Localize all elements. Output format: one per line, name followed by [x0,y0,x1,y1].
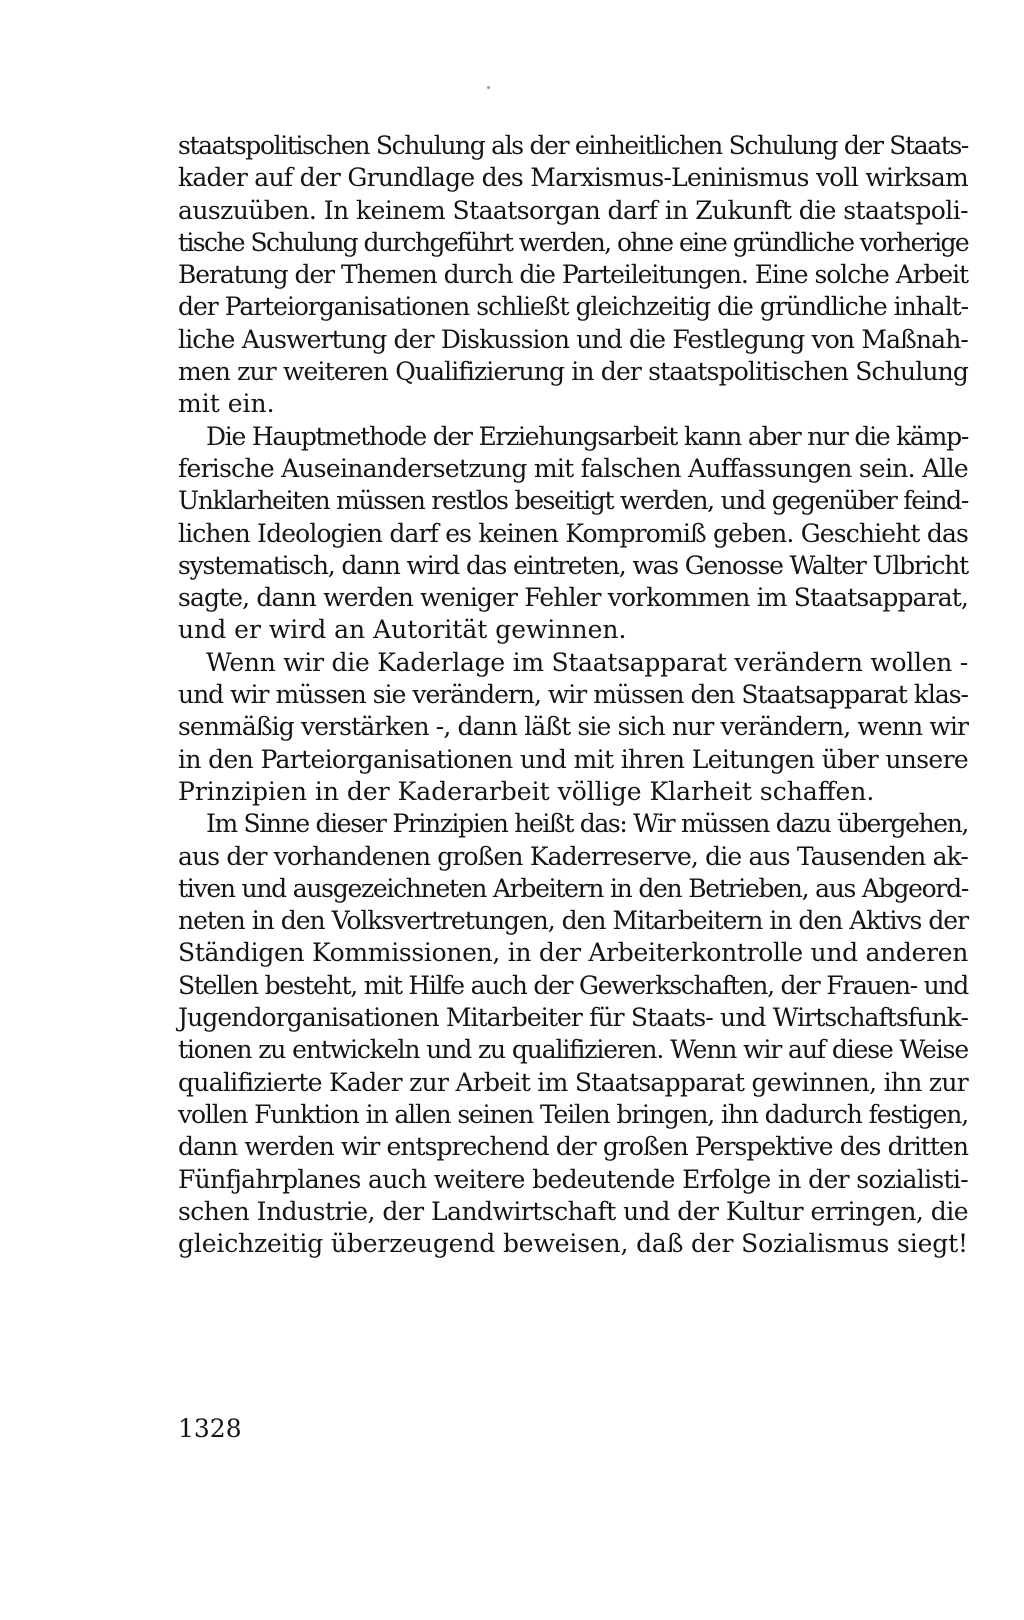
text-line: schen Industrie, der Landwirtschaft und der Kultur erringen, die [178,1196,968,1226]
body-text [178,130,968,1260]
text-line: und er wird an Autorität gewinnen. [178,615,627,645]
text-line: in den Parteiorganisationen und mit ihren Leitungen über unsere [178,744,968,774]
text-line: aus der vorhandenen großen Kaderreserve, die aus Tausenden ak- [178,841,968,871]
text-line: kader auf der Grundlage des Marxismus-Leninismus voll wirksam [178,163,968,193]
text-line: systematisch, dann wird das eintreten, was Genosse Walter Ulbricht [178,550,968,580]
text-line: Prinzipien in der Kaderarbeit völlige Klarheit schaffen. [178,776,875,806]
text-line: staatspolitischen Schulung als der einheitlichen Schulung der Staats- [178,131,968,160]
text-line: mit ein. [178,389,275,419]
page-number: 1328 [178,1414,242,1443]
text-line: neten in den Volksvertretungen, den Mitarbeitern in den Aktivs der [178,906,968,936]
text-line: Unklarheiten müssen restlos beseitigt werden, und gegenüber feind- [178,486,968,516]
text-line: gleichzeitig überzeugend beweisen, daß der Sozialismus siegt! [178,1229,968,1259]
text-line: Die Hauptmethode der Erziehungsarbeit kann aber nur die kämp- [206,421,968,451]
text-line: vollen Funktion in allen seinen Teilen bringen, ihn dadurch festigen, [178,1099,968,1129]
scan-speck [487,86,490,89]
text-line: tiven und ausgezeichneten Arbeitern in den Betrieben, aus Abgeord- [178,873,968,903]
text-line: Fünfjahrplanes auch weitere bedeutende Erfolge in der sozialisti- [178,1164,968,1194]
text-line: liche Auswertung der Diskussion und die Festlegung von Maßnah- [178,324,968,354]
text-line: Beratung der Themen durch die Parteileitungen. Eine solche Arbeit [178,260,968,290]
text-line: Im Sinne dieser Prinzipien heißt das: Wir müssen dazu übergehen, [206,809,968,839]
text-line: men zur weiteren Qualifizierung in der staatspolitischen Schulung [178,357,968,387]
text-line: tionen zu entwickeln und zu qualifizieren. Wenn wir auf diese Weise [178,1035,968,1065]
text-line: senmäßig verstärken -, dann läßt sie sich nur verändern, wenn wir [178,712,968,742]
text-line: Stellen besteht, mit Hilfe auch der Gewerkschaften, der Frauen- und [178,970,968,1000]
text-line: dann werden wir entsprechend der großen Perspektive des dritten [178,1132,968,1162]
text-line: sagte, dann werden weniger Fehler vorkommen im Staatsapparat, [178,583,968,613]
text-line: und wir müssen sie verändern, wir müssen den Staatsapparat klas- [178,680,968,710]
text-line: Wenn wir die Kaderlage im Staatsapparat verändern wollen - [206,647,968,677]
text-line: auszuüben. In keinem Staatsorgan darf in Zukunft die staatspoli- [178,195,968,225]
text-line: Jugendorganisationen Mitarbeiter für Staats- und Wirtschaftsfunk- [178,1003,968,1033]
text-line: Ständigen Kommissionen, in der Arbeiterkontrolle und anderen [178,938,968,968]
text-line: qualifizierte Kader zur Arbeit im Staatsapparat gewinnen, ihn zur [178,1067,968,1097]
text-line: der Parteiorganisationen schließt gleichzeitig die gründliche inhalt- [178,292,968,322]
text-line: lichen Ideologien darf es keinen Kompromiß geben. Geschieht das [178,518,968,548]
text-line: tische Schulung durchgeführt werden, ohne eine gründliche vorherige [178,227,968,257]
text-line: ferische Auseinandersetzung mit falschen Auffassungen sein. Alle [178,453,968,483]
